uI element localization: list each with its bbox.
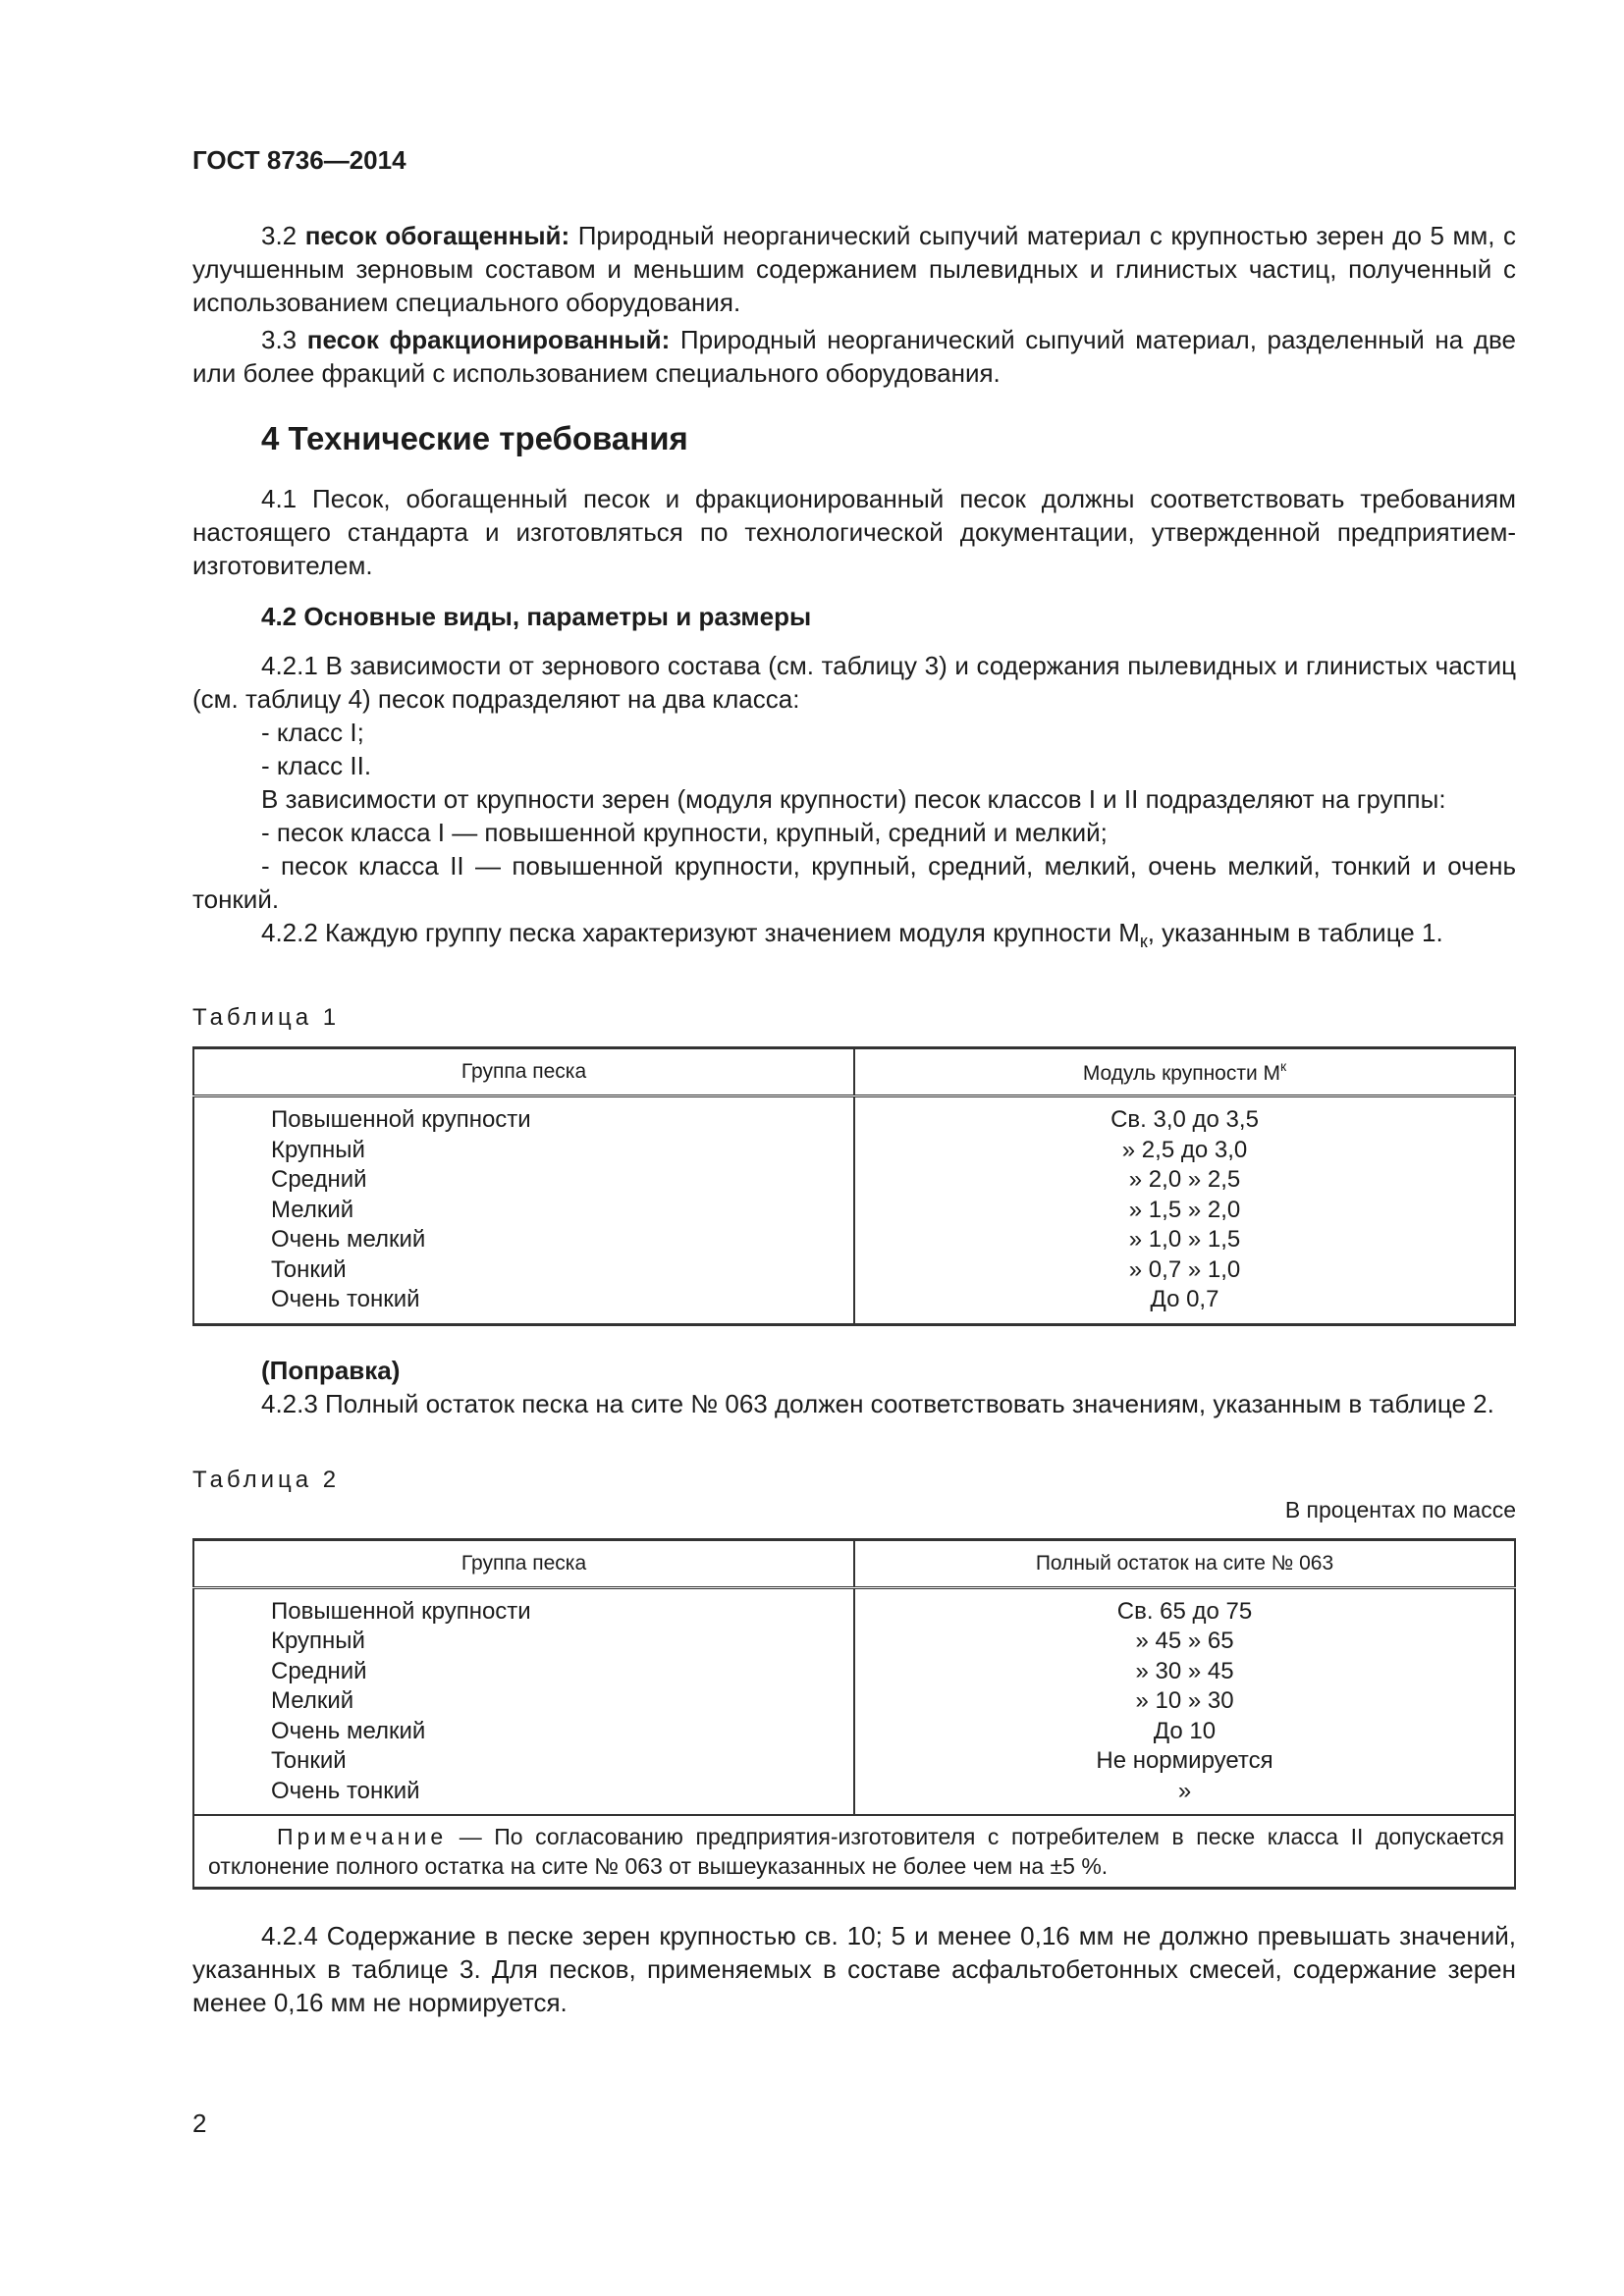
table-cell: » 1,5 » 2,0 — [1128, 1196, 1241, 1223]
table-cell: Средний — [271, 1657, 367, 1684]
table-cell: » 0,7 » 1,0 — [1128, 1255, 1241, 1283]
paragraph-4-2-4: 4.2.4 Содержание в песке зерен крупностью св. 10; 5 и менее 0,16 мм не должно превышать значений, указанных в таблице 3. Для песков, применяемых в составе асфальтобетонных смесей, содержание зерен менее 0,16 мм не нормируется. — [192, 1921, 1516, 2017]
definition: Природный неорганический сыпучий материал с крупностью зерен до 5 мм, с улучшенным зерновым составом и меньшим содержанием пылевидных и глинистых частиц, полученный с использованием специального оборудования. — [192, 221, 1516, 317]
table-cell: Мелкий — [271, 1687, 354, 1714]
page-number: 2 — [192, 2109, 207, 2138]
table-cell: Повышенной крупности — [271, 1106, 531, 1133]
table-cell: » — [1177, 1777, 1192, 1804]
paragraph-4-2-3: 4.2.3 Полный остаток песка на сите № 063 должен соответствовать значениям, указанным в таблице 2. — [261, 1388, 1494, 1418]
table-1-values-column — [854, 1096, 1515, 1325]
table-cell: Крупный — [271, 1628, 365, 1654]
table-cell: Очень тонкий — [271, 1777, 420, 1804]
table-cell: Мелкий — [271, 1196, 354, 1223]
table-2 — [192, 1538, 1516, 1891]
table-cell: Повышенной крупности — [271, 1597, 531, 1625]
table-2-note — [193, 1815, 1515, 1889]
definition: Природный неорганический сыпучий материал, разделенный на две или более фракций с использованием специального оборудования. — [192, 325, 1516, 388]
table-1-caption: Таблица 1 — [192, 1004, 341, 1031]
table-cell: До 0,7 — [1150, 1286, 1219, 1312]
table-1-header-modulus — [854, 1048, 1515, 1096]
table-cell: » 45 » 65 — [1135, 1628, 1234, 1654]
paragraph-3-2 — [192, 219, 1516, 319]
document-id: ГОСТ 8736—2014 — [192, 145, 406, 175]
paragraph-4-2-1: 4.2.1 В зависимости от зернового состава (см. таблицу 3) и содержания пылевидных и глинистых частиц (см. таблицу 4) песок подразделяют на два класса: — [192, 651, 1516, 714]
list-item-class-2: - класс II. — [261, 751, 372, 780]
table-1-groups-column — [193, 1096, 854, 1325]
list-item-class-1: - класс I; — [261, 718, 364, 747]
table-cell: Средний — [271, 1166, 367, 1193]
note-text: — По согласованию предприятия-изготовителя с потребителем в песке класса II допускается отклонение полного остатка на сите № 063 от вышеуказанных не более чем на ±5 %. — [208, 1824, 1504, 1879]
table-cell: Не нормируется — [1096, 1747, 1273, 1774]
table-cell: Тонкий — [271, 1747, 347, 1774]
table-2-unit: В процентах по массе — [1284, 1496, 1516, 1522]
table-cell: Св. 65 до 75 — [1116, 1597, 1253, 1625]
table-1-header-group: Группа песка — [193, 1048, 854, 1096]
note-label: Примечание — [277, 1824, 448, 1849]
table-cell: » 2,0 » 2,5 — [1128, 1166, 1241, 1193]
section-heading-4: 4 Технические требования — [261, 420, 688, 456]
table-cell: » 2,5 до 3,0 — [1121, 1136, 1248, 1163]
table-cell: До 10 — [1153, 1717, 1217, 1744]
table-cell: Св. 3,0 до 3,5 — [1110, 1106, 1259, 1133]
table-cell: » 30 » 45 — [1135, 1657, 1234, 1684]
text: 4.2.2 Каждую группу песка характеризуют значением модуля крупности М — [261, 918, 1140, 947]
table-cell: » 1,0 » 1,5 — [1128, 1226, 1241, 1253]
subscript-k: к — [1139, 932, 1148, 951]
paragraph-4-1: 4.1 Песок, обогащенный песок и фракционированный песок должны соответствовать требованиям настоящего стандарта и изготовляться по технологической документации, утвержденной предприятием-изготовителем. — [192, 484, 1516, 580]
document-page — [192, 145, 1516, 2019]
table-cell: Тонкий — [271, 1255, 347, 1283]
table-cell: Крупный — [271, 1136, 365, 1163]
term: песок обогащенный: — [304, 221, 570, 250]
paragraph-3-3 — [192, 323, 1516, 390]
list-item-groups-class-2: - песок класса II — повышенной крупности, крупный, средний, мелкий, очень мелкий, тонкий и очень тонкий. — [192, 851, 1516, 914]
table-2-groups-column — [193, 1587, 854, 1815]
table-cell: » 10 » 30 — [1135, 1687, 1234, 1714]
paragraph-4-2-2 — [192, 916, 1516, 958]
table-cell: Очень тонкий — [271, 1286, 420, 1312]
term: песок фракционированный: — [306, 325, 671, 354]
table-2-header-group: Группа песка — [193, 1539, 854, 1587]
table-1 — [192, 1046, 1516, 1326]
amendment-note: (Поправка) — [261, 1355, 401, 1385]
list-item-groups-class-1: - песок класса I — повышенной крупности, крупный, средний и мелкий; — [261, 818, 1108, 847]
section-heading-4-2: 4.2 Основные виды, параметры и размеры — [261, 602, 812, 631]
table-2-caption: Таблица 2 — [192, 1466, 341, 1493]
table-2-values-column — [854, 1587, 1515, 1815]
text: , указанным в таблице 1. — [1147, 918, 1443, 947]
table-cell: Очень мелкий — [271, 1717, 426, 1744]
table-2-header-residue: Полный остаток на сите № 063 — [854, 1539, 1515, 1587]
superscript-k: к — [1280, 1058, 1287, 1074]
header-text: Модуль крупности М — [1082, 1062, 1281, 1085]
paragraph-groups-intro: В зависимости от крупности зерен (модуля крупности) песок классов I и II подразделяют на группы: — [261, 784, 1446, 814]
clause-number: 3.3 — [261, 325, 298, 354]
clause-number: 3.2 — [261, 221, 298, 250]
table-cell: Очень мелкий — [271, 1226, 426, 1253]
